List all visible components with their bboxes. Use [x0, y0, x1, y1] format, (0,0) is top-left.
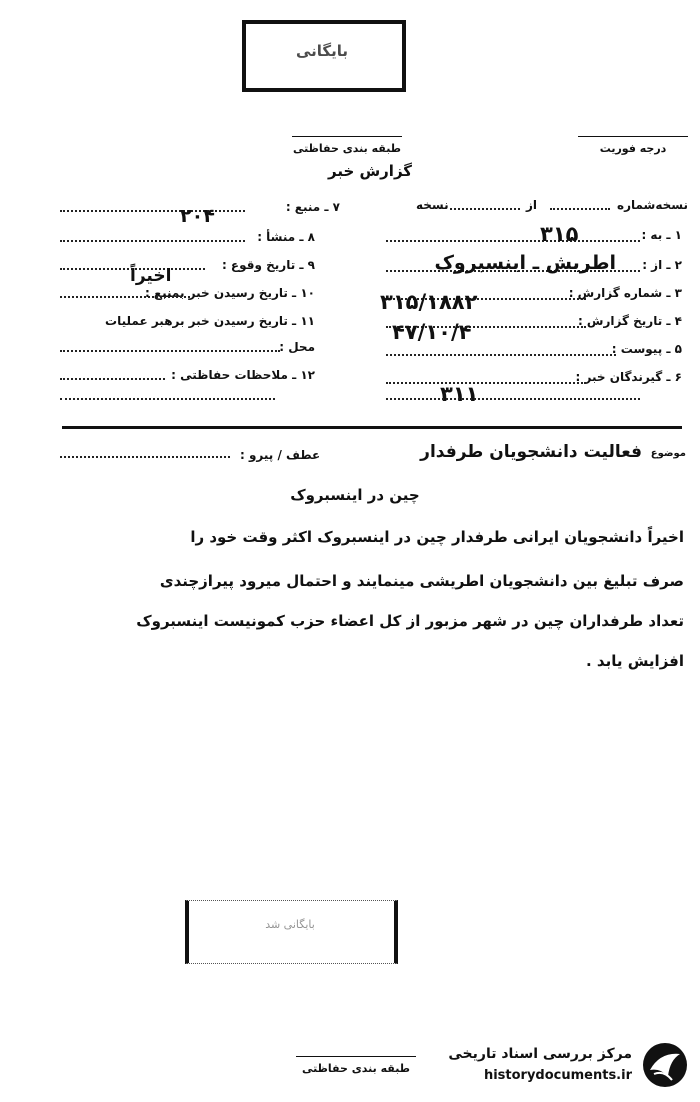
subject-text: فعالیت دانشجویان طرفدار: [420, 442, 642, 462]
copy-dots: [550, 208, 610, 210]
field-7-value: ۲۰۴: [180, 205, 215, 227]
field-2-label: ۲ ـ از :: [642, 258, 682, 272]
field-11-place-label: محل :: [279, 340, 315, 354]
copy-number-label: نسخه‌شماره: [617, 198, 688, 212]
page-title: گزارش خبر: [327, 162, 413, 180]
field-10-label: ۱۰ ـ تاریخ رسیدن خبر بمنبع :: [144, 286, 315, 300]
watermark-title: مرکز بررسی اسناد تاریخی: [448, 1046, 632, 1062]
subject-label: موضوع: [650, 448, 686, 459]
field-5-label: ۵ ـ پیوست :: [611, 342, 682, 356]
field-6-dots: [386, 382, 586, 384]
archive-logo-icon: [640, 1040, 690, 1090]
header-classification: طبقه بندی حفاظتی: [292, 142, 402, 155]
copy-dots-2: [450, 208, 520, 210]
field-12-dots-2: [60, 398, 275, 400]
field-7-label: ۷ ـ منبع :: [285, 200, 340, 214]
subject-dots: [60, 456, 230, 458]
field-9-label: ۹ ـ تاریخ وقوع :: [221, 258, 315, 272]
field-4-label: ۴ ـ تاریخ گزارش :: [577, 314, 682, 328]
received-stamp-text: بایگانی شد: [265, 918, 315, 931]
archive-stamp-text: بایگانی: [295, 42, 349, 60]
watermark-url: historydocuments.ir: [483, 1068, 632, 1083]
copy-word-label: نسخه: [416, 198, 449, 212]
body-line-1: اخیراً دانشجویان ایرانی طرفدار چین در اینسبروک اکثر وقت خود را: [190, 528, 684, 546]
field-11-dots: [60, 350, 280, 352]
field-1-value: ۳۱۵: [540, 222, 579, 246]
footer-rule: [296, 1056, 416, 1057]
field-10-value: اخیراً: [130, 266, 172, 286]
field-12-label: ۱۲ ـ ملاحظات حفاظتی :: [171, 368, 315, 382]
field-1-dots: [386, 240, 640, 242]
field-3-value: ۳۱۵/۱۸۸۲: [380, 290, 478, 314]
field-2-value: اطریش ـ اینسبروک: [434, 252, 616, 274]
urgency-rule: [578, 136, 688, 137]
field-7-dots: [60, 210, 245, 212]
reference-label: عطف / پیرو :: [240, 448, 321, 462]
received-stamp: [185, 900, 398, 964]
subject-line-2: چین در اینسبروک: [290, 486, 420, 504]
field-12-dots: [60, 378, 165, 380]
field-3-label: ۳ ـ شماره گزارش :: [568, 286, 682, 300]
field-5-dots: [386, 354, 616, 356]
field-6-dots-2: [386, 398, 640, 400]
footer-classification: طبقه بندی حفاظتی: [301, 1062, 411, 1075]
field-6-label: ۶ ـ گیرندگان خبر :: [575, 370, 682, 384]
body-line-4: افزایش یابد .: [586, 652, 684, 670]
header-urgency: درجه فوریت: [599, 142, 667, 155]
field-8-label: ۸ ـ منشأ :: [257, 230, 315, 244]
field-8-dots: [60, 240, 245, 242]
body-line-3: تعداد طرفداران چین در شهر مزبور از کل اعضاء حزب کمونیست اینسبروک: [136, 612, 684, 630]
field-11-label: ۱۱ ـ تاریخ رسیدن خبر برهبر عملیات: [105, 314, 315, 328]
copy-from-label: از: [526, 198, 538, 212]
field-6-value: ۳۱۱: [440, 382, 479, 406]
section-divider: [62, 426, 682, 429]
field-10-dots: [60, 296, 190, 298]
field-1-label: ۱ ـ به :: [641, 228, 682, 242]
body-line-2: صرف تبلیغ بین دانشجویان اطریشی مینمایند و احتمال میرود پیرازچندی: [159, 572, 684, 590]
classification-rule: [292, 136, 402, 137]
field-4-value: ۴۷/۱۰/۴: [392, 320, 472, 344]
